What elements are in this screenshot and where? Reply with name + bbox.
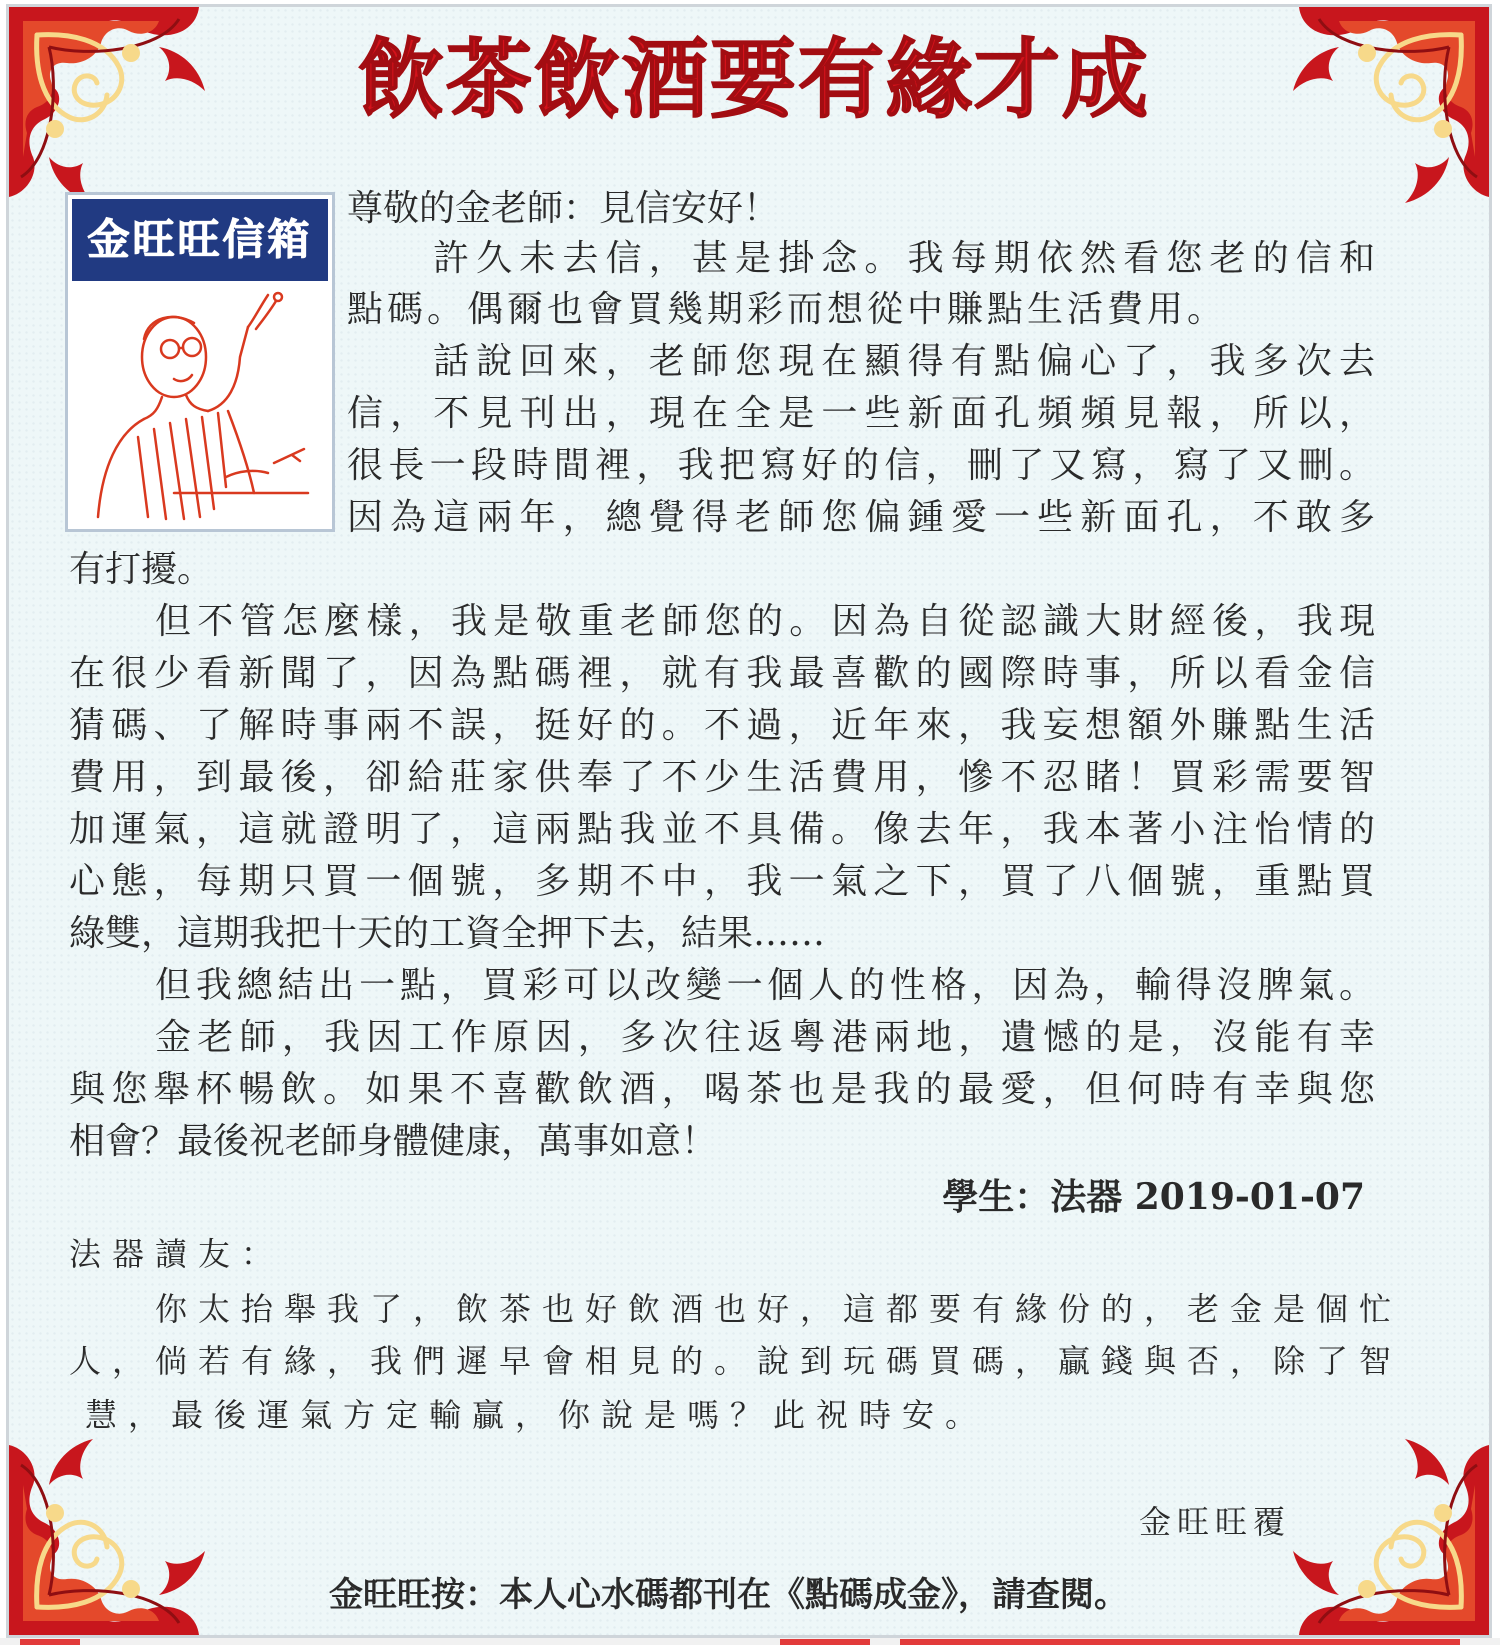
column-logo xyxy=(65,192,335,532)
corner-ornament-bottom-right xyxy=(1279,1425,1489,1635)
letter-greeting: 尊敬的金老師：見信安好！ xyxy=(347,188,780,229)
article-frame xyxy=(6,4,1492,1638)
reply-salutation: 法器讀友： xyxy=(69,1235,285,1273)
teacher-illustration xyxy=(78,287,326,523)
column-logo-banner: 金旺旺信箱 xyxy=(72,199,328,281)
letter-line: 點碼。偶爾也會買幾期彩而想從中賺點生活費用。 xyxy=(347,289,1223,330)
letter-line: 但我總結出一點，買彩可以改變一個人的性格，因為，輸得沒脾氣。 xyxy=(155,965,1375,1006)
editor-footnote: 金旺旺按：本人心水碼都刊在《點碼成金》，請查閱。 xyxy=(329,1575,1128,1615)
headline: 飲茶飲酒要有緣才成 xyxy=(358,30,1150,130)
letter-line: 相會？最後祝老師身體健康，萬事如意！ xyxy=(69,1121,718,1162)
letter-line: 綠雙，這期我把十天的工資全押下去，結果…… xyxy=(69,913,826,954)
letter-line: 猜碼、了解時事兩不誤，挺好的。不過，近年來，我妄想額外賺點生活 xyxy=(69,705,1375,746)
reply-line: 你太抬舉我了，飲茶也好飲酒也好，這都要有緣份的，老金是個忙 xyxy=(155,1290,1403,1328)
letter-line: 因為這兩年，總覺得老師您偏鍾愛一些新面孔，不敢多 xyxy=(347,497,1375,538)
corner-ornament-top-left xyxy=(9,7,219,217)
letter-line: 許久未去信，甚是掛念。我每期依然看您老的信和 xyxy=(433,238,1375,279)
letter-line: 但不管怎麼樣，我是敬重老師您的。因為自從認識大財經後，我現 xyxy=(155,601,1375,642)
reply-line: 人，倘若有緣，我們遲早會相見的。說到玩碼買碼，贏錢與否，除了智 xyxy=(69,1342,1403,1380)
letter-line: 有打擾。 xyxy=(69,549,214,590)
letter-line: 費用，到最後，卻給莊家供奉了不少生活費用，慘不忍睹！買彩需要智 xyxy=(69,757,1375,798)
reply-signoff: 金旺旺覆 xyxy=(1139,1503,1292,1541)
letter-line: 很長一段時間裡，我把寫好的信，刪了又寫，寫了又刪。 xyxy=(347,445,1375,486)
letter-line: 話說回來，老師您現在顯得有點偏心了，我多次去 xyxy=(433,341,1375,382)
letter-line: 金老師，我因工作原因，多次往返粵港兩地，遺憾的是，沒能有幸 xyxy=(155,1017,1375,1058)
corner-ornament-top-right xyxy=(1279,7,1489,217)
letter-signature: 學生：法器 2019-01-07 xyxy=(942,1176,1365,1218)
letter-line: 加運氣，這就證明了，這兩點我並不具備。像去年，我本著小注怡情的 xyxy=(69,809,1375,850)
reply-line: 慧，最後運氣方定輸贏，你說是嗎？此祝時安。 xyxy=(85,1396,989,1434)
page-bottom-edge xyxy=(0,1638,1500,1645)
letter-line: 與您舉杯暢飲。如果不喜歡飲酒，喝茶也是我的最愛，但何時有幸與您 xyxy=(69,1069,1375,1110)
letter-line: 心態，每期只買一個號，多期不中，我一氣之下，買了八個號，重點買 xyxy=(69,861,1375,902)
corner-ornament-bottom-left xyxy=(9,1425,219,1635)
letter-line: 信，不見刊出，現在全是一些新面孔頻頻見報，所以， xyxy=(347,393,1375,434)
letter-line: 在很少看新聞了，因為點碼裡，就有我最喜歡的國際時事，所以看金信 xyxy=(69,653,1375,694)
